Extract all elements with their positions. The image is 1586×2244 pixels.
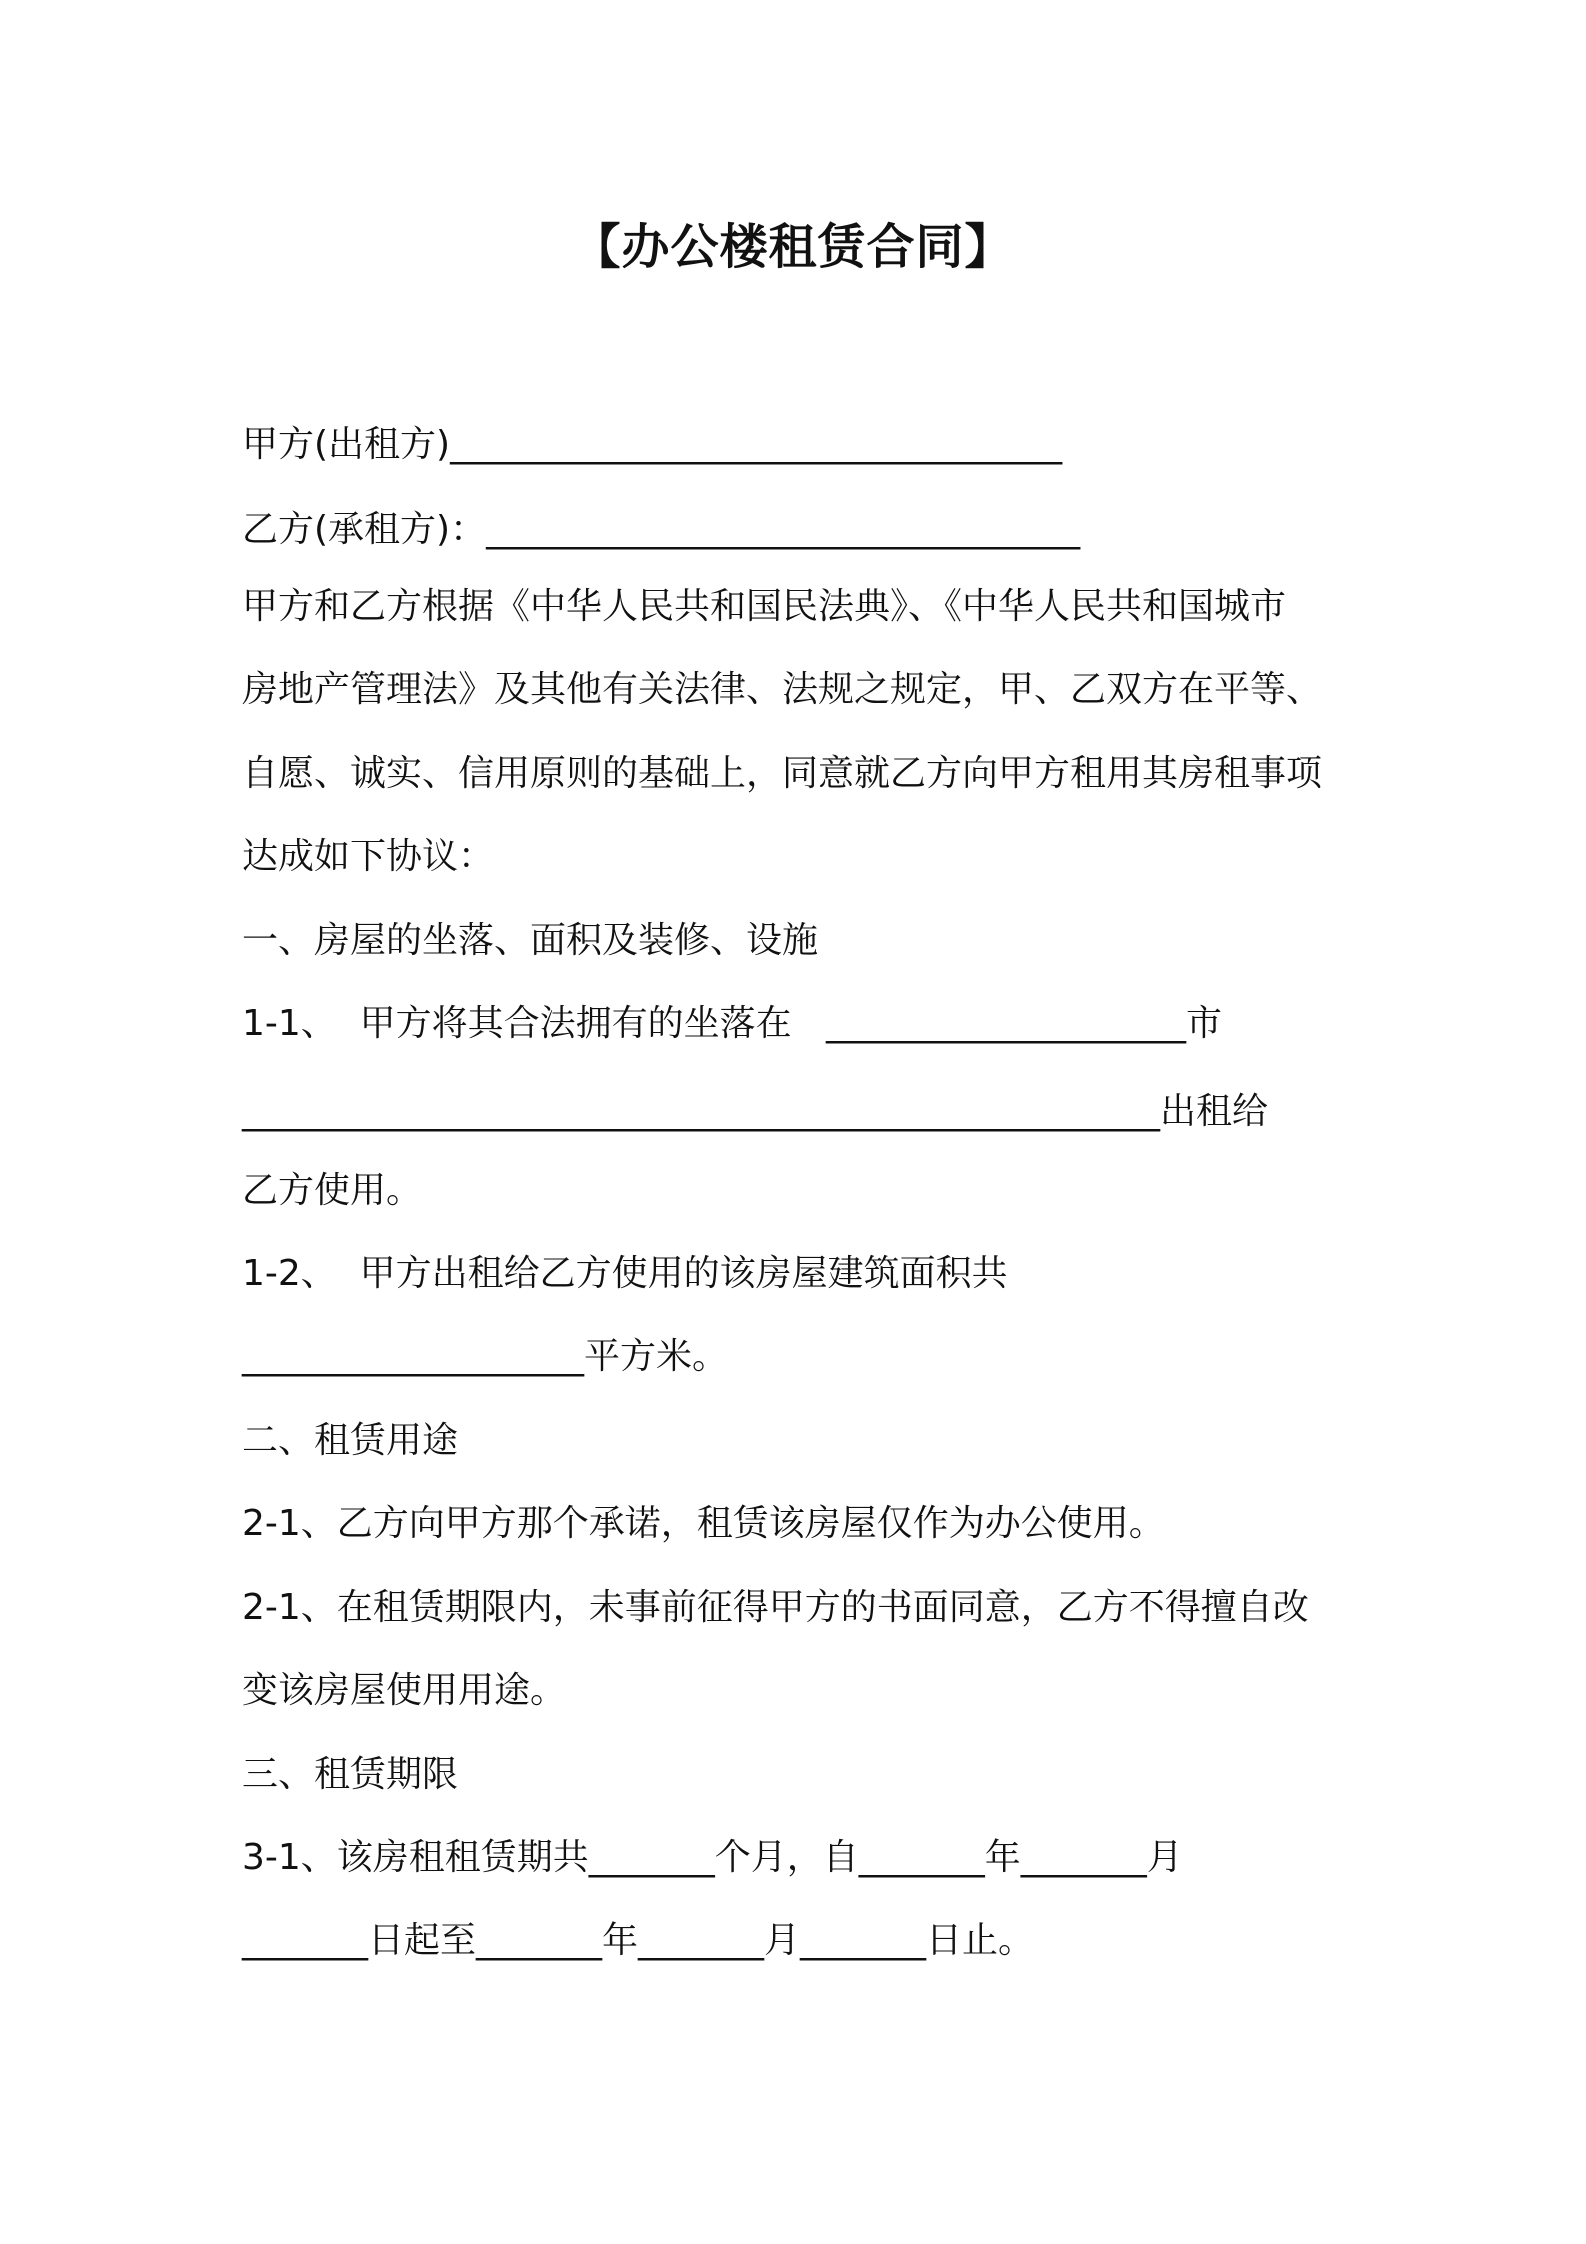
clause-1-1-line-1: 1-1、 甲方将其合法拥有的坐落在 ____________________市 [242, 1003, 1223, 1044]
preamble-line-4: 达成如下协议： [242, 836, 495, 877]
clause-1-1-line-3: 乙方使用。 [242, 1170, 423, 1211]
section-heading-3: 三、租赁期限 [242, 1754, 459, 1795]
party-a-line: 甲方(出租方)__________________________________ [242, 424, 1063, 465]
section-heading-1: 一、房屋的坐落、面积及装修、设施 [242, 920, 819, 961]
preamble-line-1: 甲方和乙方根据《中华人民共和国民法典》、《中华人民共和国城市 [242, 586, 1287, 627]
clause-1-1-line-2: ___________________________________________________出租给 [242, 1091, 1268, 1132]
clause-2-1-line: 2-1、乙方向甲方那个承诺，租赁该房屋仅作为办公使用。 [242, 1503, 1165, 1544]
document-title: 【办公楼租赁合同】 [572, 219, 1014, 275]
clause-2-2-line-2: 变该房屋使用用途。 [242, 1670, 567, 1711]
clause-3-1-line-2: _______日起至_______年_______月_______日止。 [242, 1920, 1035, 1961]
clause-2-2-line-1: 2-1、在租赁期限内，未事前征得甲方的书面同意，乙方不得擅自改 [242, 1587, 1309, 1628]
clause-3-1-line-1: 3-1、该房租租赁期共_______个月，自_______年_______月 [242, 1837, 1183, 1878]
clause-1-2-line-1: 1-2、 甲方出租给乙方使用的该房屋建筑面积共 [242, 1253, 1008, 1294]
party-b-line: 乙方(承租方)：_________________________________ [242, 509, 1081, 550]
clause-1-2-line-2: ___________________平方米。 [242, 1336, 729, 1377]
preamble-line-3: 自愿、诚实、信用原则的基础上，同意就乙方向甲方租用其房租事项 [242, 753, 1323, 794]
preamble-line-2: 房地产管理法》及其他有关法律、法规之规定，甲、乙双方在平等、 [242, 669, 1323, 710]
section-heading-2: 二、租赁用途 [242, 1420, 459, 1461]
